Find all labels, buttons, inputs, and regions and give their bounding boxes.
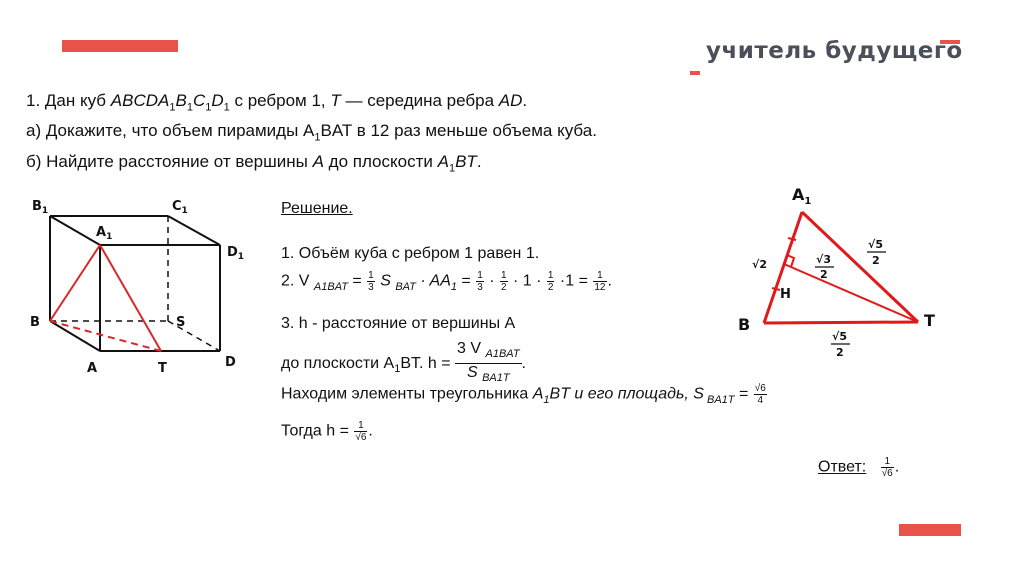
text-sub: 1 bbox=[448, 162, 456, 175]
pyramid-edge-a1-b bbox=[50, 245, 100, 321]
label-b: B bbox=[738, 315, 751, 334]
text-span: 1 bbox=[354, 420, 367, 432]
label-sqrt5-b-den: 2 bbox=[836, 346, 844, 359]
text-span: = bbox=[347, 272, 367, 290]
problem-line-3 bbox=[26, 150, 597, 180]
text-span: BT и его площадь, bbox=[549, 385, 694, 403]
fraction bbox=[547, 270, 555, 293]
solution-line-6 bbox=[281, 420, 373, 443]
label-h: H bbox=[780, 287, 791, 302]
label-c1: C bbox=[172, 199, 182, 214]
label-s: S bbox=[176, 315, 186, 330]
text-span: BT bbox=[455, 151, 477, 171]
pyramid-edge-b-t bbox=[50, 321, 161, 351]
text-span: √6 bbox=[355, 432, 367, 443]
answer-fraction bbox=[881, 456, 894, 479]
text-span: Тогда h = bbox=[281, 422, 354, 440]
label-a1: A bbox=[96, 225, 107, 240]
text-span: до плоскости bbox=[323, 151, 438, 171]
fraction bbox=[593, 270, 606, 293]
label-a1-sub: 1 bbox=[106, 232, 113, 242]
text-span: . bbox=[607, 272, 612, 290]
solution-line-3: 3. h - расстояние от вершины A bbox=[281, 315, 516, 332]
problem-statement bbox=[26, 89, 597, 180]
text-span: · AA bbox=[415, 272, 451, 290]
text-span: A bbox=[437, 151, 449, 171]
tick-mark bbox=[788, 238, 796, 240]
label-b: B bbox=[30, 315, 40, 330]
text-sub: 1 bbox=[169, 101, 176, 114]
fraction bbox=[754, 383, 767, 406]
text-span: . bbox=[522, 91, 528, 110]
text-span: 3 bbox=[477, 282, 483, 293]
text-span: BT. h = bbox=[400, 354, 456, 372]
label-d1-sub: 1 bbox=[237, 252, 245, 262]
text-span: A1BAT bbox=[485, 348, 520, 361]
solution-line-4 bbox=[281, 340, 526, 387]
height-ah bbox=[784, 264, 918, 322]
text-span: б) Найдите расстояние от вершины bbox=[26, 151, 313, 171]
label-d: D bbox=[225, 355, 236, 370]
text-span: . bbox=[894, 458, 900, 476]
text-span: BA1T bbox=[482, 372, 510, 385]
label-d1: D bbox=[227, 245, 238, 260]
side-a1-b bbox=[764, 212, 802, 323]
label-b1-sub: 1 bbox=[41, 206, 49, 216]
text-span: 12 bbox=[594, 282, 606, 293]
text-span: ABCDA bbox=[110, 91, 170, 110]
text-span: A bbox=[312, 151, 324, 171]
bottom-right-accent-bar bbox=[899, 524, 961, 536]
text-span: 3 bbox=[368, 282, 374, 293]
problem-line-2 bbox=[26, 119, 597, 149]
edge-c1-d1 bbox=[168, 216, 220, 245]
cube-diagram bbox=[20, 190, 255, 385]
text-sub: 1 bbox=[223, 101, 230, 114]
text-span: T bbox=[330, 91, 341, 110]
label-a1: A bbox=[792, 185, 805, 204]
solution-line-2 bbox=[281, 270, 612, 293]
text-span: D bbox=[211, 91, 224, 110]
text-span: а) Докажите, что объем пирамиды A bbox=[26, 121, 315, 141]
text-span: 1 bbox=[547, 270, 554, 281]
text-span: 2 bbox=[501, 282, 507, 293]
brand-logo-text: учитель будущего bbox=[706, 38, 963, 64]
solution-heading: Решение. bbox=[281, 200, 353, 217]
svg-text:A1 bbox=[792, 185, 811, 207]
text-span: BAT bbox=[395, 280, 416, 293]
edge-b-a bbox=[50, 321, 100, 351]
svg-text:D1 bbox=[227, 245, 244, 262]
text-sub: 1 bbox=[205, 101, 212, 114]
text-span: 1 bbox=[501, 270, 507, 281]
text-span: S bbox=[466, 364, 483, 382]
fraction bbox=[500, 270, 508, 293]
label-sqrt3: √3 bbox=[816, 253, 831, 266]
text-span: с ребром 1, bbox=[229, 91, 331, 110]
text-span: 4 bbox=[757, 395, 764, 406]
text-span: Находим элементы треугольника bbox=[281, 385, 533, 403]
text-span: 1 bbox=[477, 270, 483, 281]
label-sqrt2: √2 bbox=[752, 258, 767, 271]
svg-text:B1 bbox=[32, 199, 48, 216]
tick-mark bbox=[772, 288, 780, 290]
text-span: A1BAT bbox=[313, 280, 348, 293]
label-sqrt3-den: 2 bbox=[820, 268, 828, 281]
label-c1-sub: 1 bbox=[181, 206, 188, 216]
label-t: T bbox=[158, 361, 167, 376]
text-span: A bbox=[532, 385, 544, 403]
fraction bbox=[455, 340, 522, 387]
text-span: S bbox=[380, 272, 391, 290]
answer-line bbox=[818, 456, 899, 479]
fraction bbox=[354, 420, 367, 443]
text-span: ·1 = bbox=[555, 272, 593, 290]
solution-line-5 bbox=[281, 383, 768, 406]
text-span: · 1 · bbox=[508, 272, 546, 290]
text-sub: 1 bbox=[394, 363, 401, 376]
text-span: 1 bbox=[450, 280, 457, 293]
text-span: S bbox=[693, 385, 704, 403]
text-span: BAT в 12 раз меньше объема куба. bbox=[320, 121, 597, 141]
text-span: 2. V bbox=[281, 272, 314, 290]
top-left-accent-bar bbox=[62, 40, 178, 52]
text-span: . bbox=[368, 422, 373, 440]
text-span: = bbox=[734, 385, 753, 403]
text-span: 2 bbox=[547, 282, 554, 293]
text-span: B bbox=[175, 91, 187, 110]
text-span: AD bbox=[498, 91, 523, 110]
text-sub: 1 bbox=[314, 131, 321, 144]
text-span: — середина ребра bbox=[340, 91, 499, 110]
text-span: 1. Дан куб bbox=[26, 91, 111, 110]
label-sqrt5-b: √5 bbox=[832, 330, 847, 343]
edge-b1-a1 bbox=[50, 216, 100, 245]
text-span: · bbox=[484, 272, 499, 290]
label-t: T bbox=[924, 311, 935, 330]
text-span: 3 V bbox=[457, 340, 486, 357]
svg-text:A1 bbox=[96, 225, 112, 242]
text-span: . bbox=[476, 151, 482, 171]
top-right-accent-bar bbox=[690, 71, 700, 75]
svg-text:C1 bbox=[172, 199, 188, 216]
triangle-diagram bbox=[720, 180, 950, 370]
label-sqrt5-a: √5 bbox=[868, 238, 883, 251]
text-span: = bbox=[456, 272, 476, 290]
text-span: 1 bbox=[593, 270, 606, 282]
text-span: до плоскости A bbox=[281, 354, 395, 372]
pyramid-edge-a1-t bbox=[100, 245, 161, 351]
answer-label: Ответ: bbox=[818, 458, 867, 476]
text-span: 1 bbox=[543, 393, 550, 406]
text-span: C bbox=[192, 91, 206, 110]
label-a: A bbox=[87, 361, 98, 376]
text-span: √6 bbox=[754, 383, 766, 394]
text-sub: 1 bbox=[186, 101, 193, 114]
side-b-t bbox=[764, 322, 918, 323]
label-sqrt5-a-den: 2 bbox=[872, 254, 880, 267]
fraction bbox=[367, 270, 375, 293]
problem-line-1 bbox=[26, 89, 597, 119]
solution-line-1: 1. Объём куба с ребром 1 равен 1. bbox=[281, 245, 540, 262]
text-span: . bbox=[521, 354, 526, 372]
text-span: BA1T bbox=[703, 393, 735, 406]
text-span: √6 bbox=[881, 468, 893, 479]
fraction bbox=[476, 270, 484, 293]
text-span bbox=[455, 340, 522, 364]
label-a1-sub: 1 bbox=[804, 196, 812, 207]
text-span: 1 bbox=[881, 456, 894, 468]
label-b1: B bbox=[32, 199, 42, 214]
text-span: 1 bbox=[368, 270, 374, 281]
